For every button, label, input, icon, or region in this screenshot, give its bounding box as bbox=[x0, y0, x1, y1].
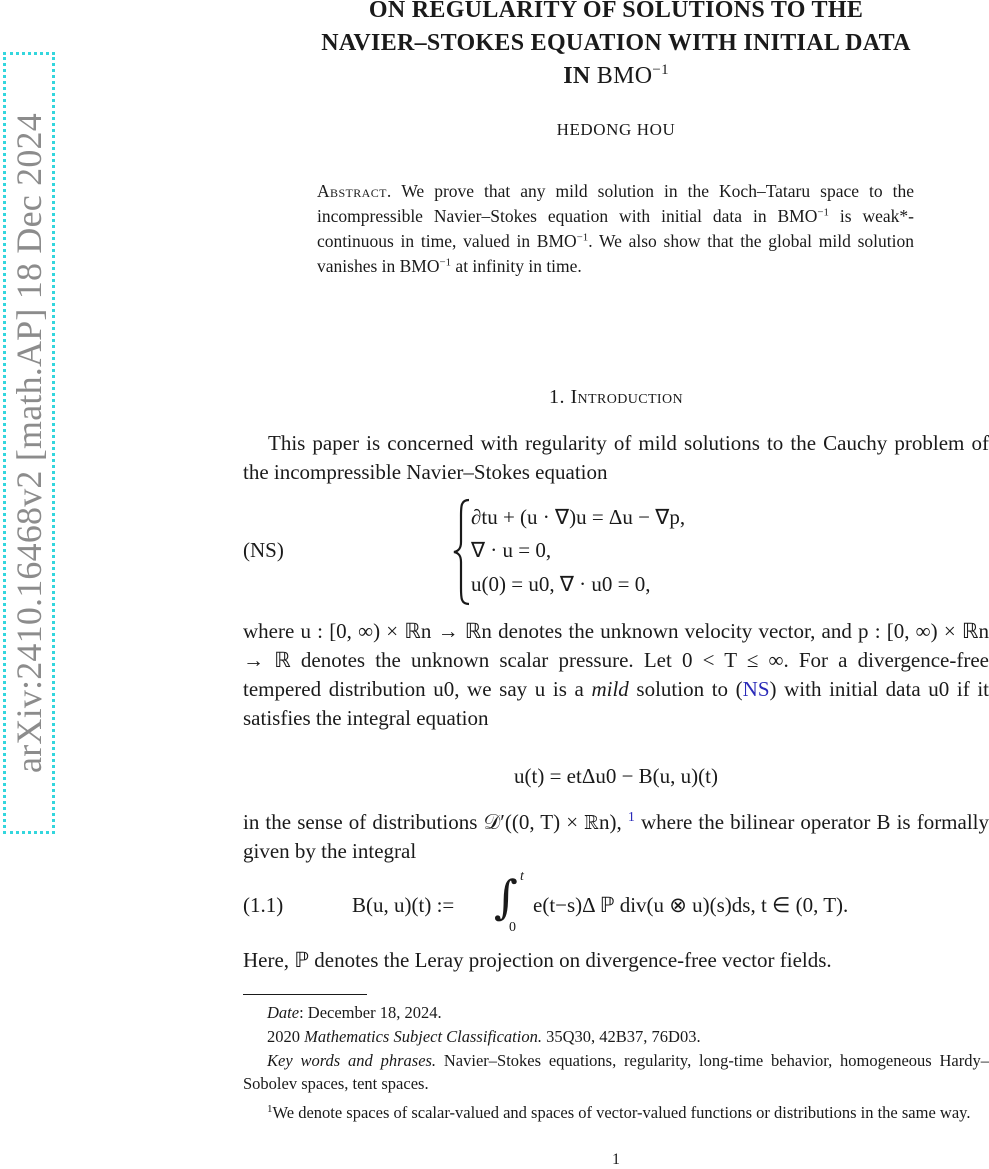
intro-paragraph-1-text: This paper is concerned with regularity of mild solutions to the Cauchy problem of the incompressible Navier–Stokes equation bbox=[243, 431, 989, 484]
intro-paragraph-3 bbox=[243, 803, 989, 866]
footnote-msc bbox=[243, 1025, 989, 1048]
abstract-text-3: . We also show that the global mild solution vanishes in BMO bbox=[317, 231, 914, 276]
msc-codes: 35Q30, 42B37, 76D03. bbox=[546, 1027, 701, 1046]
intro-paragraph-3-text-2: where the bilinear operator B is formally given by the integral bbox=[243, 810, 989, 863]
ns-equation-label: (NS) bbox=[243, 538, 284, 562]
arxiv-side-stamp bbox=[3, 52, 55, 834]
integral-lower-limit: 0 bbox=[509, 920, 516, 935]
author-name: HEDONG HOU bbox=[556, 120, 676, 139]
ns-momentum-equation: ∂tu + (u · ∇)u = Δu − ∇p, bbox=[471, 505, 686, 529]
intro-paragraph-4: Here, ℙ denotes the Leray projection on divergence-free vector fields. bbox=[243, 948, 832, 972]
intro-paragraph-3-text-1: in the sense of distributions 𝒟′((0, T) × ℝn), bbox=[243, 810, 622, 834]
ns-divergence-equation: ∇ · u = 0, bbox=[471, 538, 552, 562]
intro-paragraph-2 bbox=[243, 617, 989, 733]
arxiv-identifier[interactable]: arXiv:2410.16468v2 [math.AP] 18 Dec 2024 bbox=[9, 113, 49, 773]
keywords-text: Navier–Stokes equations, regularity, long-time behavior, homogeneous Hardy–Sobolev spaces, tent spaces. bbox=[243, 1051, 989, 1093]
mild-emphasis: mild bbox=[591, 677, 629, 701]
footnote-date bbox=[243, 1001, 989, 1024]
date-label: Date bbox=[267, 1003, 300, 1022]
abstract-heading: Abstract. bbox=[317, 181, 392, 201]
footnote-1-link[interactable]: 1 bbox=[627, 810, 635, 825]
msc-label: Mathematics Subject Classification. bbox=[304, 1027, 542, 1046]
date-value: : December 18, 2024. bbox=[299, 1003, 442, 1022]
equation-1-1-label: (1.1) bbox=[243, 893, 284, 917]
abstract bbox=[317, 179, 914, 279]
abstract-exp-3: −1 bbox=[439, 256, 452, 269]
intro-paragraph-2-text-3: ) with initial data u0 if it satisfies the integral equation bbox=[243, 677, 989, 730]
left-brace-icon bbox=[452, 498, 472, 606]
abstract-text-1: We prove that any mild solution in the Koch–Tataru space to the incompressible Navier–Stokes equation with initial data in BMO bbox=[317, 181, 914, 226]
title-line-1: ON REGULARITY OF SOLUTIONS TO THE bbox=[368, 0, 864, 23]
equation-1-1-lhs: B(u, u)(t) := bbox=[352, 893, 455, 917]
section-title: Introduction bbox=[570, 386, 684, 408]
section-heading bbox=[243, 386, 989, 409]
keywords-label: Key words and phrases. bbox=[267, 1051, 437, 1070]
mild-solution-equation: u(t) = etΔu0 − B(u, u)(t) bbox=[514, 764, 718, 788]
title-bmo-exponent: −1 bbox=[652, 62, 669, 79]
footnote-1-mark: 1 bbox=[267, 1103, 273, 1115]
integral-upper-limit: t bbox=[520, 869, 524, 884]
title-line-3 bbox=[243, 60, 989, 93]
abstract-text-2: is weak*-continuous in time, valued in BMO bbox=[317, 206, 915, 251]
intro-paragraph-2-text-1: where u : [0, ∞) × ℝn → ℝn denotes the unknown velocity vector, and p : [0, ∞) × ℝn → ℝ denotes the unknown scalar pressure. Let 0 < T ≤ ∞. For a divergence-free tempered distribution u0, we say u is a bbox=[243, 619, 989, 701]
paper-title bbox=[243, 0, 989, 93]
footnote-keywords bbox=[243, 1049, 989, 1095]
title-line-3-prefix: IN bbox=[563, 63, 591, 89]
integral-icon: ∫ bbox=[494, 870, 518, 924]
msc-year: 2020 bbox=[267, 1027, 300, 1046]
section-number: 1. bbox=[548, 386, 565, 408]
abstract-exp-1: −1 bbox=[817, 206, 829, 219]
abstract-text-4: at infinity in time. bbox=[455, 256, 582, 276]
page-number: 1 bbox=[612, 1151, 620, 1168]
footnote-divider bbox=[243, 994, 367, 995]
abstract-exp-2: −1 bbox=[576, 231, 589, 244]
footnote-1 bbox=[243, 1098, 989, 1124]
intro-paragraph-1 bbox=[243, 429, 989, 487]
title-bmo: BMO bbox=[596, 63, 653, 89]
footnote-1-text: We denote spaces of scalar-valued and spaces of vector-valued functions or distributions in the same way. bbox=[272, 1103, 971, 1122]
ns-reference-link[interactable]: NS bbox=[742, 677, 770, 701]
ns-initial-condition: u(0) = u0, ∇ · u0 = 0, bbox=[471, 572, 651, 596]
intro-paragraph-2-text-2: solution to ( bbox=[636, 677, 743, 701]
title-line-2: NAVIER–STOKES EQUATION WITH INITIAL DATA bbox=[321, 30, 911, 56]
equation-1-1-rhs: e(t−s)Δ ℙ div(u ⊗ u)(s)ds, t ∈ (0, T). bbox=[533, 893, 849, 917]
